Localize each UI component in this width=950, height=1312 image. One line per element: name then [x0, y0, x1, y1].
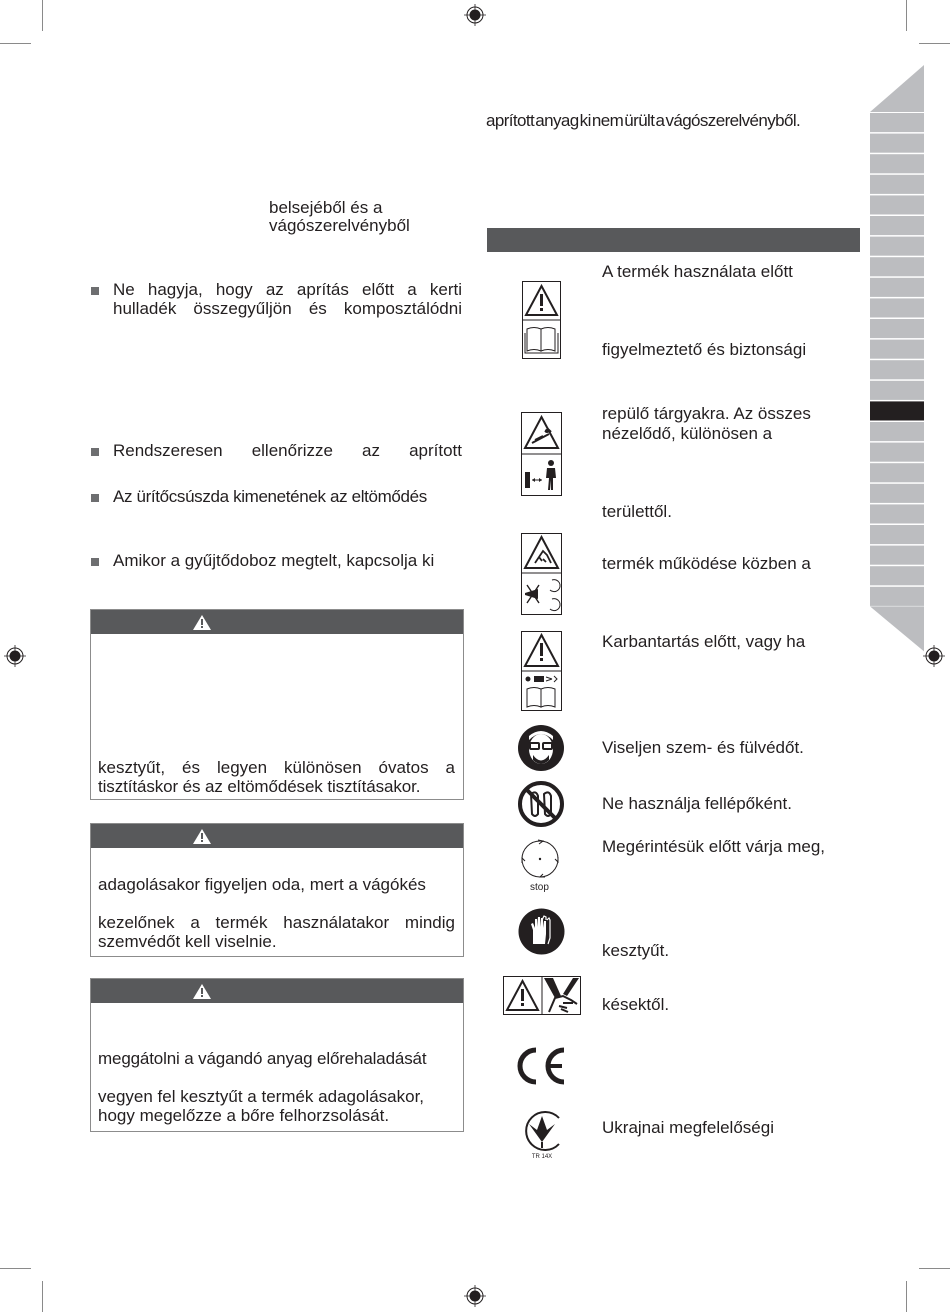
blade-hand-warning-icon	[503, 976, 581, 1016]
ce-mark-icon	[514, 1046, 568, 1086]
bullet-marker	[91, 558, 99, 566]
symbol-text: Ne használja fellépőként.	[602, 794, 792, 813]
warning-line: hogy megelőzze a bőre felhorzsolását.	[98, 1106, 390, 1125]
symbol-text: nézelődő, különösen a	[602, 424, 773, 443]
section-tab	[870, 113, 924, 132]
section-tab	[870, 484, 924, 503]
stop-label: stop	[530, 882, 549, 893]
symbol-text: termék működése közben a	[602, 554, 811, 573]
registration-mark-icon	[923, 645, 945, 667]
warning-box	[90, 609, 464, 800]
bullet-line: Amikor a gyűjtődoboz megtelt, kapcsolja ki	[113, 551, 435, 570]
fragment-line: vágószerelvényből	[269, 216, 410, 235]
continued-line: aprított anyag ki nem ürült a vágószerelvényből.	[486, 111, 801, 130]
symbol-text: Karbantartás előtt, vagy ha	[602, 632, 806, 651]
symbol-text: kesztyűt.	[602, 941, 670, 960]
warning-box-header	[91, 979, 463, 1003]
symbol-text: késektől.	[602, 995, 670, 1014]
crop-mark	[0, 1268, 31, 1269]
flying-objects-keep-distance-icon	[521, 412, 562, 496]
bullet-marker	[91, 287, 99, 295]
crop-mark	[42, 1281, 43, 1312]
no-step-icon	[517, 780, 565, 828]
warning-triangle-icon	[193, 984, 211, 999]
wear-gloves-icon	[518, 908, 565, 955]
bullet-line: Rendszeresen ellenőrizze az aprított	[113, 441, 462, 460]
warning-box-header	[91, 610, 463, 634]
eye-ear-protection-icon	[517, 724, 565, 772]
warning-read-manual-icon	[522, 281, 561, 359]
section-tab	[870, 422, 924, 441]
section-tab	[870, 463, 924, 482]
section-tab	[870, 381, 924, 400]
bullet-line: Az ürítőcsúszda kimenetének az eltömődés	[113, 487, 427, 506]
warning-line: szemvédőt kell viselnie.	[98, 932, 277, 951]
bullet-line: hulladék összegyűljön és komposztálódni	[113, 299, 462, 318]
registration-mark-icon	[464, 4, 486, 26]
unplug-before-maintenance-icon	[521, 631, 562, 711]
section-tab	[870, 443, 924, 462]
section-tab	[870, 216, 924, 235]
warning-line: meggátolni a vágandó anyag előrehaladását	[98, 1049, 427, 1068]
warning-line: adagolásakor figyeljen oda, mert a vágókés	[98, 875, 426, 894]
bullet-line: Ne hagyja, hogy az aprítás előtt a kerti	[113, 280, 462, 299]
bullet-marker	[91, 448, 99, 456]
crop-mark	[42, 0, 43, 31]
section-tab	[870, 154, 924, 173]
hand-injury-rotating-blades-icon	[521, 533, 562, 615]
section-tab-strip	[870, 65, 924, 655]
warning-line: tisztításkor és az eltömődések tisztításakor.	[98, 777, 421, 796]
crop-mark	[919, 1268, 950, 1269]
section-tab	[870, 175, 924, 194]
section-tab	[870, 587, 924, 606]
warning-triangle-icon	[193, 829, 211, 844]
section-tab	[870, 360, 924, 379]
section-tab	[870, 319, 924, 338]
crop-mark	[906, 1281, 907, 1312]
section-tab	[870, 504, 924, 523]
section-tab	[870, 566, 924, 585]
crop-mark	[906, 0, 907, 31]
symbol-text: repülő tárgyakra. Az összes	[602, 404, 811, 423]
wait-stop-rotation-icon	[515, 837, 565, 881]
ukrainian-conformity-mark-icon	[521, 1110, 563, 1152]
section-tab	[870, 195, 924, 214]
symbol-text: Ukrajnai megfelelőségi	[602, 1118, 774, 1137]
symbol-text: figyelmeztető és biztonsági	[602, 340, 807, 359]
section-tab	[870, 134, 924, 153]
warning-line: kesztyűt, és legyen különösen óvatos a	[98, 758, 455, 777]
section-tab	[870, 525, 924, 544]
warning-line: kezelőnek a termék használatakor mindig	[98, 913, 455, 932]
warning-box-header	[91, 824, 463, 848]
section-tab	[870, 278, 924, 297]
bullet-marker	[91, 494, 99, 502]
tab-strip-top-cap	[870, 65, 924, 112]
section-tab	[870, 546, 924, 565]
warning-line: vegyen fel kesztyűt a termék adagolásakor,	[98, 1087, 425, 1106]
symbol-text: Megérintésük előtt várja meg,	[602, 837, 825, 856]
warning-box	[90, 823, 464, 957]
registration-mark-icon	[464, 1285, 486, 1307]
symbol-text: Viseljen szem- és fülvédőt.	[602, 738, 804, 757]
symbol-text: A termék használata előtt	[602, 262, 793, 281]
warning-box	[90, 978, 464, 1132]
section-tab	[870, 340, 924, 359]
section-header-bar	[487, 228, 860, 252]
section-tab	[870, 237, 924, 256]
symbol-text: területtől.	[602, 502, 672, 521]
tab-strip-bottom-cap	[870, 606, 924, 651]
crop-mark	[919, 43, 950, 44]
section-tab-active	[870, 401, 924, 420]
section-tab	[870, 257, 924, 276]
crop-mark	[0, 43, 31, 44]
registration-mark-icon	[4, 645, 26, 667]
ukrainian-mark-code: TR 14X	[531, 1154, 553, 1160]
section-tab	[870, 298, 924, 317]
warning-triangle-icon	[193, 615, 211, 630]
fragment-line: belsejéből és a	[269, 198, 383, 217]
